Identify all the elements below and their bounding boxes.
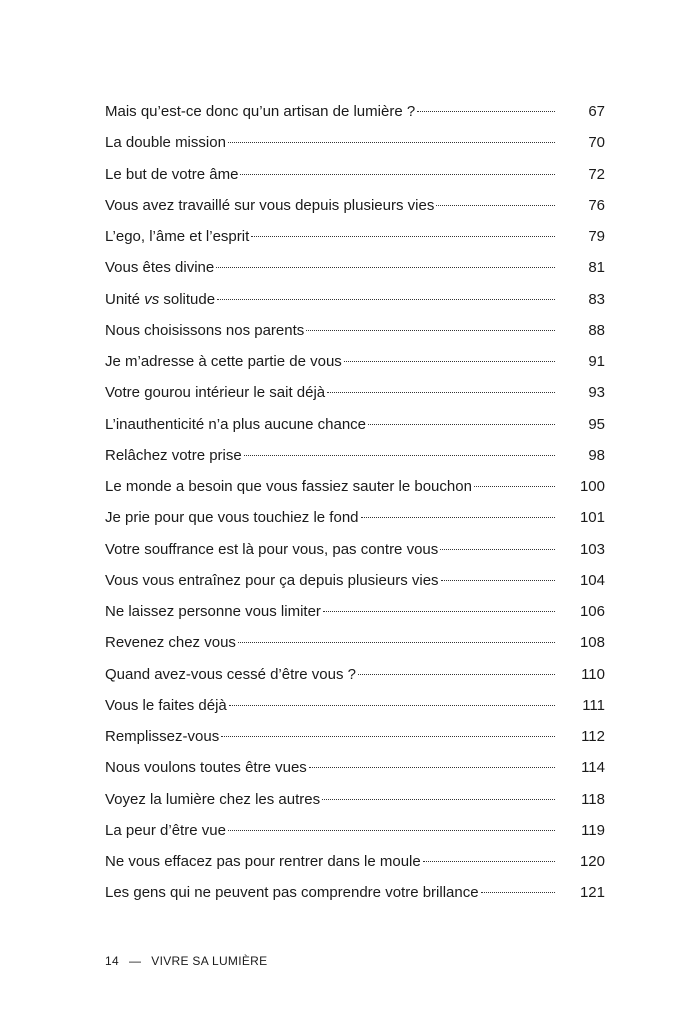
toc-entry-title: Relâchez votre prise — [105, 446, 242, 464]
footer-book-title: VIVRE SA LUMIÈRE — [151, 954, 268, 968]
toc-dot-leader — [322, 798, 555, 800]
toc-dot-leader — [228, 829, 555, 831]
toc-dot-leader — [417, 110, 555, 112]
toc-entry-page-number: 67 — [588, 103, 605, 120]
toc-entry-title — [105, 284, 217, 315]
toc-entry — [105, 190, 605, 221]
toc-entry — [105, 690, 605, 721]
toc-entry-page-number: 91 — [588, 353, 605, 370]
toc-dot-leader — [306, 329, 555, 331]
toc-dot-leader — [358, 673, 555, 675]
toc-entry-title: Je m’adresse à cette partie de vous — [105, 353, 342, 370]
toc-entry — [105, 502, 605, 533]
toc-entry — [105, 877, 605, 908]
toc-entry — [105, 815, 605, 846]
toc-entry-title: Nous choisissons nos parents — [105, 321, 305, 339]
toc-entry-page-number: 101 — [579, 509, 605, 527]
toc-dot-leader — [440, 548, 555, 550]
toc-entry-title: Les gens qui ne peuvent pas comprendre votre brillance — [105, 884, 479, 902]
toc-entry-title: Le monde a besoin que vous fassiez sauter le bouchon — [105, 478, 472, 495]
toc-entry-page-number: 118 — [581, 790, 605, 808]
toc-entry-title: Le but de votre âme — [105, 165, 239, 183]
toc-entry-title: Vous vous entraînez pour ça depuis plusieurs vies — [105, 571, 439, 589]
footer-page-number: 14 — [105, 954, 119, 968]
toc-entry-title: Vous le faites déjà — [105, 696, 227, 714]
toc-dot-leader — [216, 266, 555, 268]
toc-entry-page-number: 111 — [582, 696, 605, 714]
toc-entry-page-number: 104 — [579, 571, 605, 589]
toc-entry — [105, 752, 605, 783]
toc-entry-page-number: 103 — [579, 540, 605, 558]
toc-entry — [105, 846, 605, 877]
toc-entry — [105, 252, 605, 283]
toc-entry-title-part: solitude — [159, 290, 216, 308]
toc-dot-leader — [251, 235, 555, 237]
footer-separator: — — [128, 954, 142, 968]
toc-entry — [105, 440, 605, 471]
toc-entry-page-number: 93 — [588, 384, 605, 402]
toc-entry-page-number: 121 — [579, 884, 605, 902]
toc-dot-leader — [240, 173, 555, 175]
toc-entry — [105, 471, 605, 502]
toc-entry-title: Ne laissez personne vous limiter — [105, 603, 321, 620]
page-footer — [105, 954, 267, 968]
toc-entry-page-number: 79 — [588, 228, 605, 245]
toc-entry-page-number: 83 — [588, 290, 605, 308]
toc-dot-leader — [368, 423, 555, 425]
toc-entry-page-number: 100 — [579, 478, 605, 495]
toc-entry-page-number: 88 — [588, 321, 605, 339]
toc-entry — [105, 96, 605, 127]
toc-entry-title: L’inauthenticité n’a plus aucune chance — [105, 415, 367, 433]
toc-dot-leader — [481, 891, 555, 893]
toc-entry-page-number: 98 — [588, 446, 605, 464]
toc-entry — [105, 596, 605, 627]
toc-entry — [105, 221, 605, 252]
toc-entry-page-number: 76 — [588, 196, 605, 214]
toc-entry-page-number: 70 — [588, 134, 605, 152]
toc-entry-page-number: 112 — [581, 728, 605, 745]
toc-dot-leader — [323, 610, 555, 612]
toc-entry-title: Remplissez-vous — [105, 728, 220, 745]
toc-dot-leader — [423, 860, 555, 862]
toc-dot-leader — [327, 391, 555, 393]
toc-dot-leader — [361, 516, 556, 518]
toc-entry-page-number: 95 — [588, 415, 605, 433]
toc-entry-page-number: 81 — [588, 259, 605, 277]
toc-entry-title: Revenez chez vous — [105, 634, 236, 652]
toc-entry — [105, 284, 605, 315]
toc-entry-title: La peur d’être vue — [105, 821, 226, 839]
toc-entry-page-number: 108 — [579, 634, 605, 652]
toc-entry-page-number: 110 — [581, 665, 605, 683]
toc-entry — [105, 784, 605, 815]
toc-dot-leader — [229, 704, 555, 706]
toc-entry-title: Ne vous effacez pas pour rentrer dans le moule — [105, 853, 421, 870]
toc-entry — [105, 346, 605, 377]
toc-entry — [105, 315, 605, 346]
table-of-contents — [105, 96, 605, 909]
toc-dot-leader — [309, 766, 555, 768]
toc-dot-leader — [441, 579, 555, 581]
toc-entry — [105, 409, 605, 440]
toc-entry-title: La double mission — [105, 134, 226, 152]
toc-dot-leader — [244, 454, 555, 456]
toc-entry-page-number: 72 — [588, 165, 605, 183]
toc-entry-title: Votre gourou intérieur le sait déjà — [105, 384, 326, 402]
toc-entry-title-part: Unité — [105, 290, 145, 308]
toc-entry-page-number: 114 — [581, 759, 605, 777]
toc-entry-title: Voyez la lumière chez les autres — [105, 790, 321, 808]
toc-entry-title: Vous avez travaillé sur vous depuis plusieurs vies — [105, 196, 435, 214]
toc-entry-page-number: 119 — [581, 821, 605, 839]
toc-entry — [105, 159, 605, 190]
toc-entry — [105, 377, 605, 408]
toc-entry-page-number: 106 — [579, 603, 605, 620]
toc-entry-title: Quand avez-vous cessé d’être vous ? — [105, 665, 356, 683]
toc-entry — [105, 627, 605, 658]
toc-entry-title: L’ego, l’âme et l’esprit — [105, 228, 250, 245]
toc-entry-title: Votre souffrance est là pour vous, pas contre vous — [105, 540, 439, 558]
toc-entry-title: Vous êtes divine — [105, 259, 215, 277]
toc-dot-leader — [474, 485, 555, 487]
toc-entry — [105, 659, 605, 690]
toc-dot-leader — [217, 298, 555, 300]
toc-entry — [105, 565, 605, 596]
toc-entry-title: Je prie pour que vous touchiez le fond — [105, 509, 359, 527]
toc-dot-leader — [221, 735, 555, 737]
toc-entry-title: Nous voulons toutes être vues — [105, 759, 307, 777]
toc-entry — [105, 721, 605, 752]
toc-entry-page-number: 120 — [579, 853, 605, 870]
toc-entry — [105, 534, 605, 565]
toc-dot-leader — [344, 360, 555, 362]
toc-dot-leader — [436, 204, 555, 206]
toc-dot-leader — [238, 641, 555, 643]
toc-entry-title-italic: vs — [144, 290, 160, 308]
toc-entry — [105, 127, 605, 158]
toc-dot-leader — [228, 141, 555, 143]
toc-entry-title: Mais qu’est-ce donc qu’un artisan de lumière ? — [105, 103, 416, 120]
